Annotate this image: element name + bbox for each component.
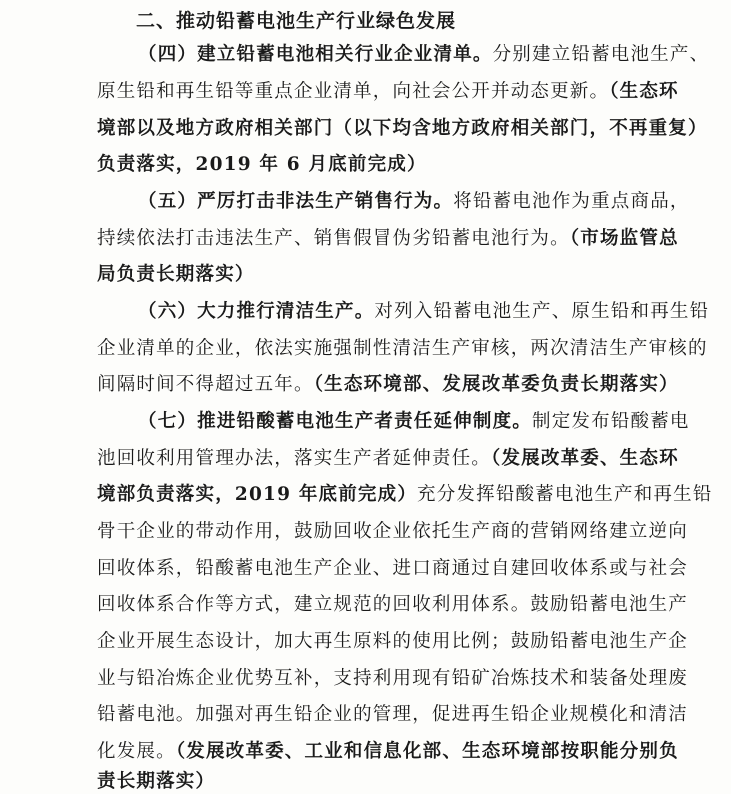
- bold-text-segment: 负责落实，2019 年 6 月底前完成）: [97, 154, 427, 175]
- section-heading: 二、推动铅蓄电池生产行业绿色发展: [136, 10, 457, 32]
- text-segment: 铅蓄电池。加强对再生铅企业的管理，促进再生铅企业规模化和清洁: [97, 704, 689, 725]
- text-line: [97, 263, 255, 287]
- text-segment: 企业开展生态设计，加大再生原料的使用比例；鼓励铅蓄电池生产企: [97, 631, 689, 652]
- text-segment: 骨干企业的带动作用，鼓励回收企业依托生产商的营销网络建立逆向: [97, 521, 689, 542]
- bold-text-segment: 责长期落实）: [97, 771, 216, 792]
- text-line: [97, 337, 708, 361]
- bold-text-segment: （六）大力推行清洁生产。: [138, 301, 375, 322]
- text-line: [138, 300, 709, 324]
- text-segment: 将铅蓄电池作为重点商品，: [453, 191, 690, 212]
- text-segment: 业与铅冶炼企业优势互补，支持利用现有铅矿冶炼技术和装备处理废: [97, 668, 689, 689]
- text-line: [138, 410, 690, 434]
- bold-text-segment: 境部以及地方政府相关部门（以下均含地方政府相关部门，不再重复）: [97, 118, 708, 139]
- text-line: [97, 557, 688, 581]
- bold-text-segment: （五）严厉打击非法生产销售行为。: [138, 191, 454, 212]
- bold-text-segment: （生态环: [609, 81, 679, 102]
- bold-text-segment: （生态环境部、发展改革委负责长期落实）: [313, 374, 679, 395]
- bold-text-segment: （七）推进铅酸蓄电池生产者责任延伸制度。: [138, 411, 533, 432]
- text-segment: 间隔时间不得超过五年。: [97, 374, 314, 395]
- text-segment: 回收体系，铅酸蓄电池生产企业、进口商通过自建回收体系或与社会: [97, 558, 689, 579]
- bold-text-segment: 境部负责落实，2019 年底前完成）: [97, 484, 418, 505]
- bold-text-segment: （发展改革委、生态环: [491, 448, 679, 469]
- text-line: [97, 483, 713, 507]
- bold-text-segment: （市场监管总: [569, 228, 679, 249]
- text-segment: 化发展。: [97, 741, 176, 762]
- text-segment: 制定发布铅酸蓄电: [532, 411, 690, 432]
- text-line: [138, 43, 709, 67]
- text-segment: 对列入铅蓄电池生产、原生铅和再生铅: [374, 301, 710, 322]
- text-line: [97, 593, 688, 617]
- text-line: [97, 227, 679, 251]
- text-line: [97, 630, 688, 654]
- bold-text-segment: 局负责长期落实）: [97, 264, 255, 285]
- bold-text-segment: （四）建立铅蓄电池相关行业企业清单。: [138, 44, 493, 65]
- text-line: [97, 703, 688, 727]
- text-line: [97, 740, 679, 764]
- text-segment: 回收体系合作等方式，建立规范的回收利用体系。鼓励铅蓄电池生产: [97, 594, 689, 615]
- text-line: [97, 373, 679, 397]
- text-line: [97, 770, 215, 794]
- text-line: [97, 153, 427, 177]
- text-line: [138, 190, 690, 214]
- text-line: [97, 447, 679, 471]
- text-line: [97, 667, 688, 691]
- text-segment: 充分发挥铅酸蓄电池生产和再生铅: [417, 484, 713, 505]
- text-line: [97, 520, 688, 544]
- text-line: [97, 117, 708, 141]
- text-line: [97, 80, 679, 104]
- text-segment: 池回收利用管理办法，落实生产者延伸责任。: [97, 448, 492, 469]
- text-segment: 持续依法打击违法生产、销售假冒伪劣铅蓄电池行为。: [97, 228, 570, 249]
- text-segment: 分别建立铅蓄电池生产、: [492, 44, 710, 65]
- bold-text-segment: （发展改革委、工业和信息化部、生态环境部按职能分别负: [175, 741, 679, 762]
- text-segment: 企业清单的企业，依法实施强制性清洁生产审核，两次清洁生产审核的: [97, 338, 708, 359]
- text-segment: 原生铅和再生铅等重点企业清单，向社会公开并动态更新。: [97, 81, 610, 102]
